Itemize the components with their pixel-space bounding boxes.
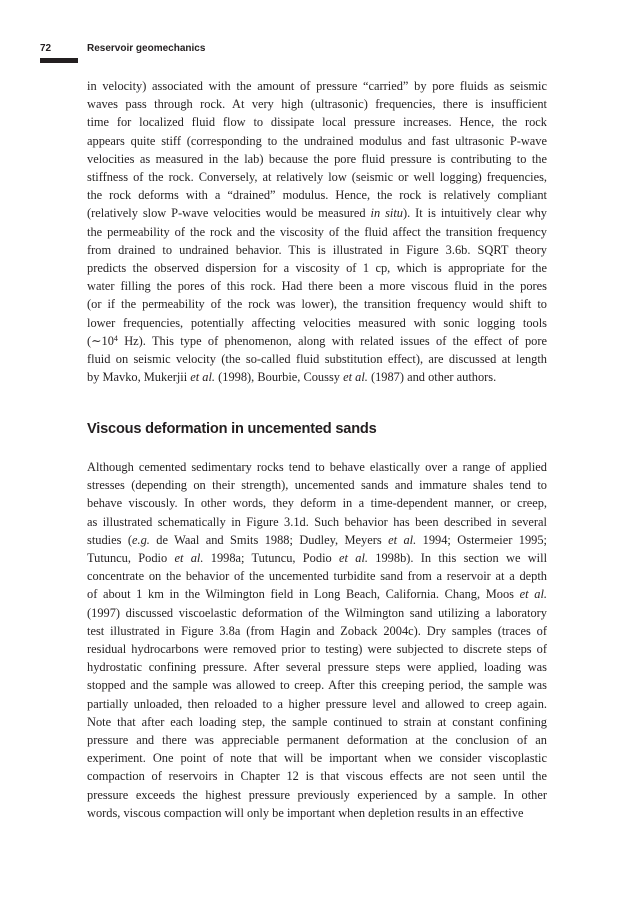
text-line: hydrostatic confining pressure. After several pressure steps were applied, loading was bbox=[87, 660, 547, 675]
text-line: test illustrated in Figure 3.8a (from Hagin and Zoback 2004c). Dry samples (traces of bbox=[87, 623, 547, 638]
text-line: studies (e.g. de Waal and Smits 1988; Dudley, Meyers et al. 1994; Ostermeier 1995; bbox=[87, 532, 547, 547]
text-line: of about 1 km in the Wilmington field in Long Beach, California. Chang, Moos et al. bbox=[87, 587, 547, 602]
text-line: stresses (depending on their strength), uncemented sands and immature shales tend to bbox=[87, 478, 547, 493]
text-line: (or if the permeability of the rock was lower), the transition frequency would shift to bbox=[87, 297, 547, 312]
text-line: words, viscous compaction will only be important when depletion results in an effective bbox=[87, 805, 524, 820]
text-line: experiment. One point of note that will be important when we consider viscoplastic bbox=[87, 751, 547, 766]
text-line: velocities as measured in the lab) because the pore fluid pressure is contributing to the bbox=[87, 151, 547, 166]
page-number: 72 bbox=[40, 43, 52, 54]
paragraph-viscous-deformation bbox=[87, 458, 547, 822]
text-line: compaction of reservoirs in Chapter 12 is that viscous effects are not seen until the bbox=[87, 769, 547, 784]
text-line: Note that after each loading step, the sample continued to strain at constant confining bbox=[87, 714, 547, 729]
text-line: as illustrated schematically in Figure 3.1d. Such behavior has been described in several bbox=[87, 514, 547, 529]
text-line: Although cemented sedimentary rocks tend to behave elastically over a range of applied bbox=[87, 460, 547, 474]
text-line: water filling the pores of this rock. Had there been a more viscous fluid in the pores bbox=[87, 279, 547, 294]
paragraph-velocity-dispersion bbox=[87, 77, 547, 386]
text-line: (relatively slow P-wave velocities would be measured in situ). It is intuitively clear why bbox=[87, 206, 548, 221]
text-line: fluid on seismic velocity (the so-called fluid substitution effect), are discussed at length bbox=[87, 352, 547, 367]
text-line: concentrate on the behavior of the uncemented turbidite sand from a reservoir at a depth bbox=[87, 569, 547, 584]
text-line: time for localized fluid flow to dissipate local pressure increases. Hence, the rock bbox=[87, 115, 547, 130]
text-line: (1997) discussed viscoelastic deformation of the Wilmington sand utilizing a laboratory bbox=[87, 605, 547, 620]
paragraph bbox=[87, 77, 547, 386]
text-line: the rock deforms with a “drained” modulus. Hence, the rock is relatively compliant bbox=[87, 188, 547, 203]
text-line: appears quite stiff (corresponding to the undrained modulus and fast ultrasonic P-wave bbox=[87, 133, 547, 148]
text-line: lower frequencies, potentially affecting velocities measured with sonic logging tools bbox=[87, 315, 547, 330]
text-line: pressure exceeds the highest pressure previously experienced by a sample. In other bbox=[87, 787, 547, 802]
text-line: stiffness of the rock. Conversely, at relatively low (seismic or well logging) frequencies, bbox=[87, 170, 547, 185]
text-line: residual hydrocarbons were removed prior to testing) were subjected to discrete steps of bbox=[87, 642, 547, 657]
text-line: in velocity) associated with the amount of pressure “carried” by pore fluids as seismic bbox=[87, 79, 547, 93]
page-header bbox=[40, 43, 580, 57]
text-line: partially unloaded, then reloaded to a higher pressure level and allowed to creep again. bbox=[87, 696, 547, 711]
header-rule bbox=[40, 58, 78, 63]
text-line: pressure and there was appreciable permanent deformation at the conclusion of an bbox=[87, 733, 547, 748]
text-line: behave viscously. In other words, they deform in a time-dependent manner, or creep, bbox=[87, 496, 547, 511]
text-line: the permeability of the rock and the viscosity of the fluid affect the transition frequency bbox=[87, 224, 547, 239]
text-line: by Mavko, Mukerjii et al. (1998), Bourbie, Coussy et al. (1987) and other authors. bbox=[87, 370, 497, 385]
text-line: predicts the observed dispersion for a viscosity of 1 cp, which is appropriate for the bbox=[87, 261, 547, 276]
text-line: waves pass through rock. At very high (ultrasonic) frequencies, there is insufficient bbox=[87, 97, 547, 112]
text-line: Tutuncu, Podio et al. 1998a; Tutuncu, Podio et al. 1998b). In this section we will bbox=[87, 551, 548, 566]
running-title: Reservoir geomechanics bbox=[87, 43, 206, 54]
text-line: stopped and the sample was allowed to creep. After this creeping period, the sample was bbox=[87, 678, 547, 693]
text-line: ($\sim 10^4$ Hz). This type of phenomenon, along with related issues of the effect of pore bbox=[87, 333, 547, 348]
text-line: from drained to undrained behavior. This is illustrated in Figure 3.6b. SQRT theory bbox=[87, 242, 547, 257]
section-heading: Viscous deformation in uncemented sands bbox=[87, 421, 377, 437]
paragraph bbox=[87, 458, 547, 822]
